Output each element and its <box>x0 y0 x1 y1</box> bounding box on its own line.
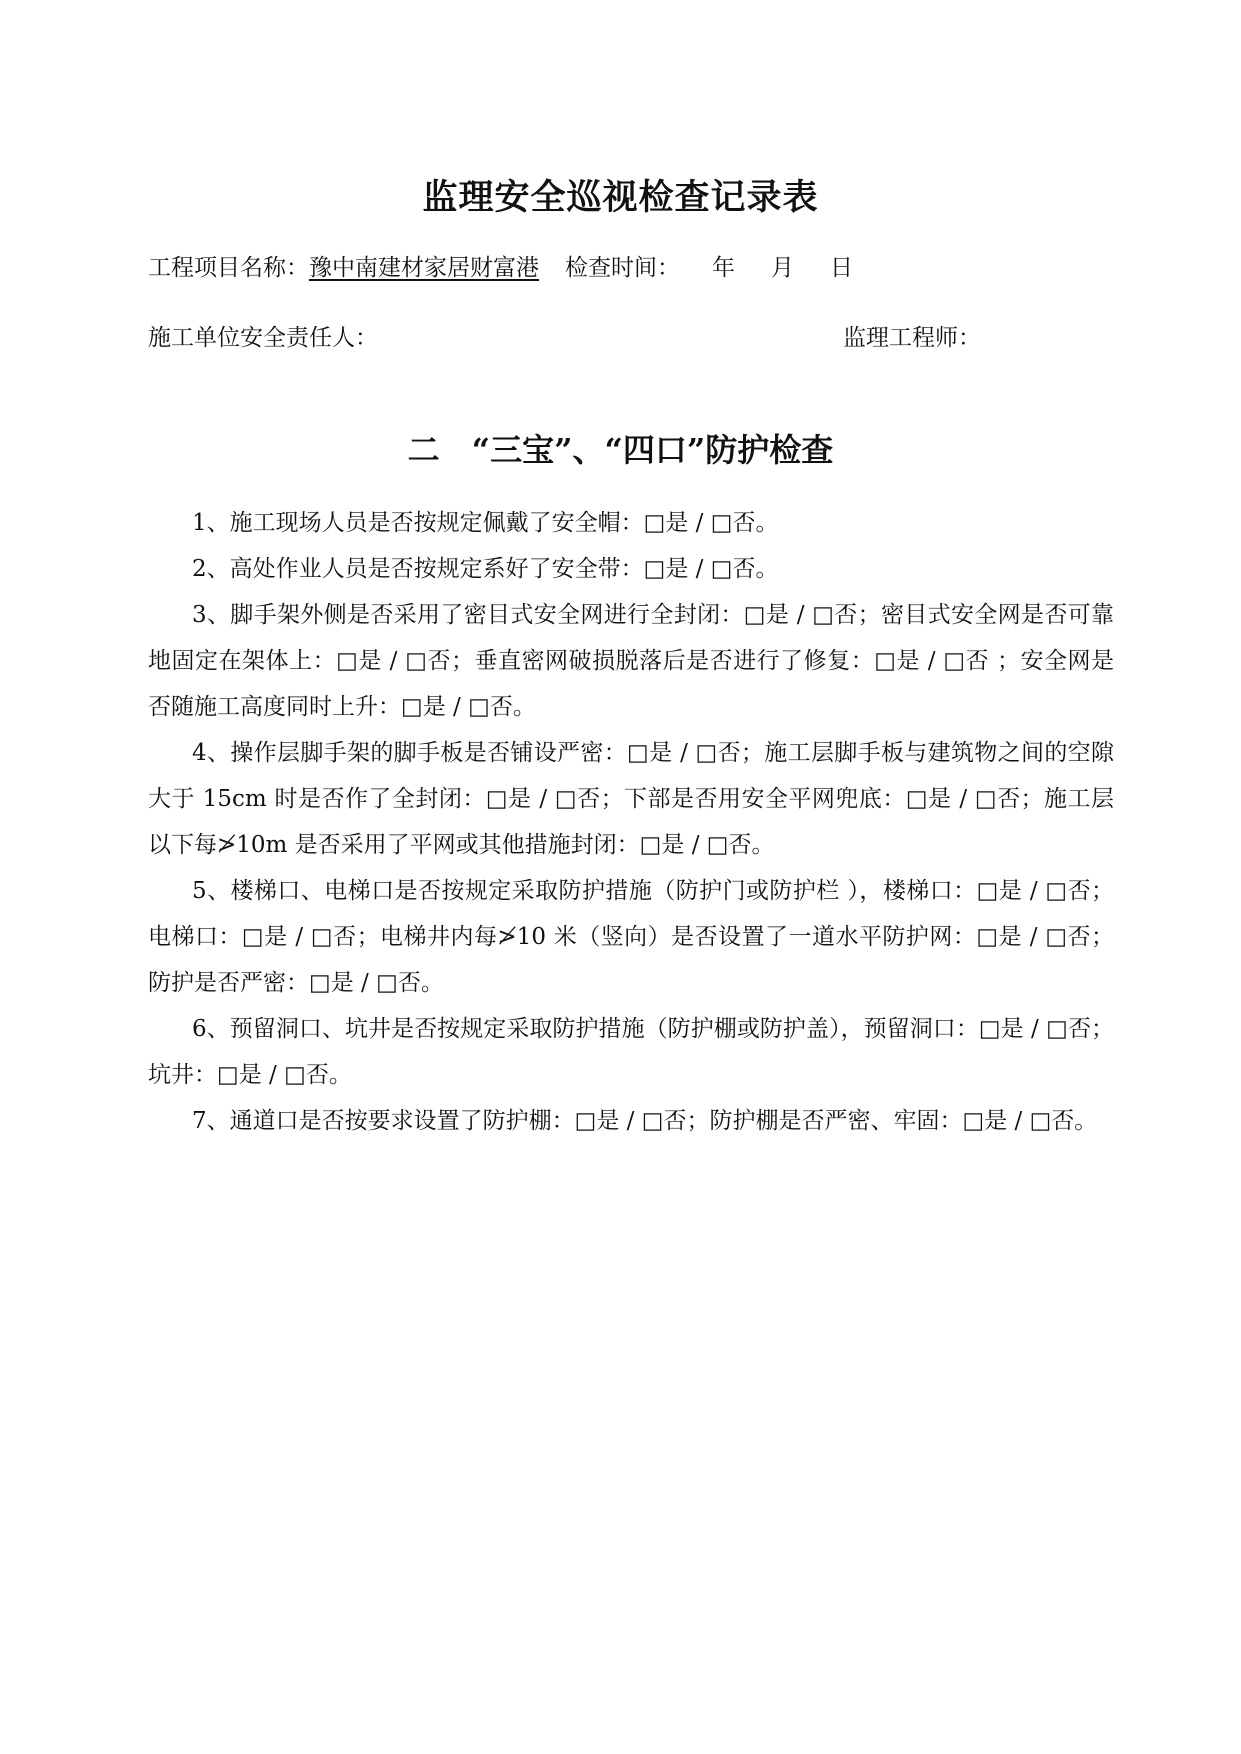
check-time-label: 检查时间： <box>565 255 680 281</box>
checklist <box>148 500 1114 1144</box>
check-time-month: 月 <box>771 255 794 281</box>
checklist-item-2: 2、高处作业人员是否按规定系好了安全带：□是 / □否。 <box>192 556 779 582</box>
contractor-safety-label: 施工单位安全责任人： <box>148 325 378 351</box>
checklist-item-5: 5、楼梯口、电梯口是否按规定采取防护措施（防护门或防护栏 ），楼梯口：□是 / □否；电梯口：□是 / □否；电梯井内每≯10 米（竖向）是否设置了一道水平防护网：□是 / □否；防护是否严密：□是 / □否。 <box>148 878 1114 996</box>
checklist-item-4: 4、操作层脚手架的脚手板是否铺设严密：□是 / □否；施工层脚手板与建筑物之间的空隙大于 15cm 时是否作了全封闭：□是 / □否；下部是否用安全平网兜底：□是 / □否；施工层以下每≯10m 是否采用了平网或其他措施封闭：□是 / □否。 <box>148 740 1114 858</box>
project-info-line <box>148 249 853 282</box>
check-time-day: 日 <box>830 255 853 281</box>
check-time-year: 年 <box>712 255 735 281</box>
checklist-item-7: 7、通道口是否按要求设置了防护棚：□是 / □否；防护棚是否严密、牢固：□是 / □否。 <box>192 1108 1098 1134</box>
checklist-item-1: 1、施工现场人员是否按规定佩戴了安全帽：□是 / □否。 <box>192 510 779 536</box>
checklist-item-6: 6、预留洞口、坑井是否按规定采取防护措施（防护棚或防护盖），预留洞口：□是 / □否；坑井：□是 / □否。 <box>148 1016 1114 1088</box>
project-name-value: 豫中南建材家居财富港 <box>309 255 539 281</box>
document-title: 监理安全巡视检查记录表 <box>422 177 819 218</box>
section-title: 二 “三宝”、“四口”防护检查 <box>407 431 834 469</box>
project-name-label: 工程项目名称： <box>148 255 309 281</box>
checklist-item-3: 3、脚手架外侧是否采用了密目式安全网进行全封闭：□是 / □否；密目式安全网是否可靠地固定在架体上：□是 / □否；垂直密网破损脱落后是否进行了修复：□是 / □否 ；安全网是否随施工高度同时上升：□是 / □否。 <box>148 602 1114 720</box>
supervising-engineer-label: 监理工程师： <box>843 325 981 351</box>
